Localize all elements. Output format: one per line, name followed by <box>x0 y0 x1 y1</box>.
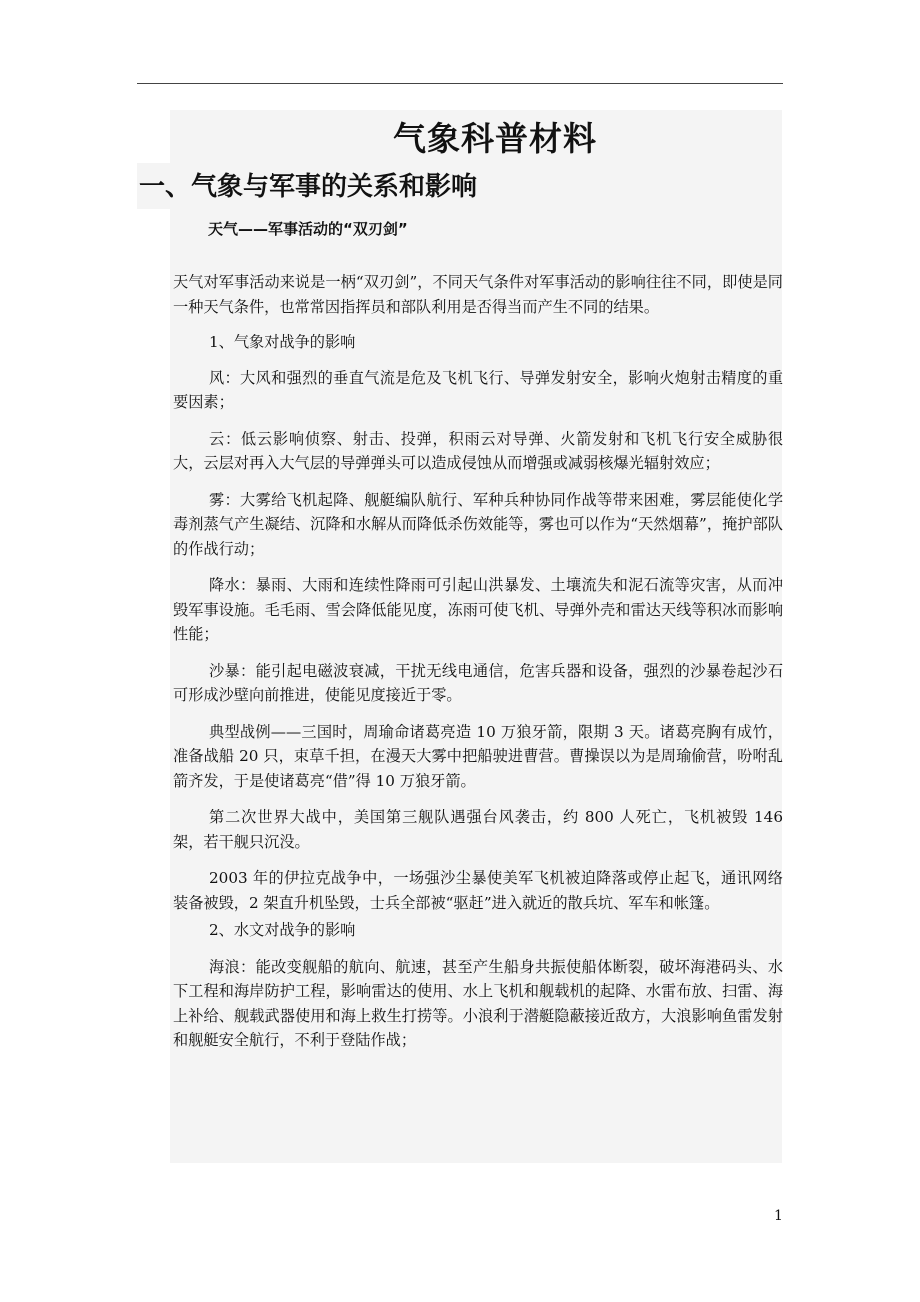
section2-title: 2、水文对战争的影响 <box>209 921 356 939</box>
para-sandstorm: 沙暴：能引起电磁波衰减，干扰无线电通信，危害兵器和设备，强烈的沙暴卷起沙石可形成沙壁向前推进，使能见度接近于零。 <box>173 661 783 704</box>
intro-paragraph: 天气对军事活动来说是一柄“双刃剑”，不同天气条件对军事活动的影响往往不同，即使是同一种天气条件，也常常因指挥员和部队利用是否得当而产生不同的结果。 <box>173 273 783 316</box>
para-example-1: 典型战例——三国时，周瑜命诸葛亮造 10 万狼牙箭，限期 3 天。诸葛亮胸有成竹，准备战船 20 只，束草千担，在漫天大雾中把船驶进曹营。曹操误以为是周瑜偷营，吩咐乱箭齐发，于是使诸葛亮“借”得 10 万狼牙箭。 <box>173 722 783 790</box>
section1-title: 1、气象对战争的影响 <box>209 333 356 351</box>
section-heading: 一、气象与军事的关系和影响 <box>139 172 478 202</box>
para-rain: 降水：暴雨、大雨和连续性降雨可引起山洪暴发、土壤流失和泥石流等灾害，从而冲毁军事设施。毛毛雨、雪会降低能见度，冻雨可使飞机、导弹外壳和雷达天线等积冰而影响性能； <box>173 576 783 643</box>
document-title: 气象科普材料 <box>393 119 597 158</box>
para-waves: 海浪：能改变舰船的航向、航速，甚至产生船身共振使船体断裂，破坏海港码头、水下工程和海岸防护工程，影响雷达的使用、水上飞机和舰载机的起降、水雷布放、扫雷、海上补给、舰载武器使用和海上救生打捞等。小浪利于潜艇隐蔽接近敌方，大浪影响鱼雷发射和舰艇安全航行，不利于登陆作战； <box>173 957 783 1049</box>
para-cloud: 云：低云影响侦察、射击、投弹，积雨云对导弹、火箭发射和飞机飞行安全威胁很大，云层对再入大气层的导弹弹头可以造成侵蚀从而增强或减弱核爆光辐射效应； <box>173 429 783 472</box>
para-example-3: 2003 年的伊拉克战争中，一场强沙尘暴使美军飞机被迫降落或停止起飞，通讯网络装备被毁，2 架直升机坠毁，士兵全部被“驱赶”进入就近的散兵坑、军车和帐篷。 <box>173 869 783 912</box>
para-wind: 风：大风和强烈的垂直气流是危及飞机飞行、导弹发射安全，影响火炮射击精度的重要因素； <box>173 368 783 411</box>
para-fog: 雾：大雾给飞机起降、舰艇编队航行、军种兵种协同作战等带来困难，雾层能使化学毒剂蒸气产生凝结、沉降和水解从而降低杀伤效能等，雾也可以作为“天然烟幕”，掩护部队的作战行动； <box>173 490 783 558</box>
document-body <box>173 270 783 1053</box>
page-number: 1 <box>774 1208 783 1224</box>
para-example-2: 第二次世界大战中，美国第三舰队遇强台风袭击，约 800 人死亡，飞机被毁 146 架，若干舰只沉没。 <box>173 808 783 851</box>
header-rule <box>137 83 783 84</box>
subheading: 天气——军事活动的“双刃剑” <box>208 220 408 238</box>
